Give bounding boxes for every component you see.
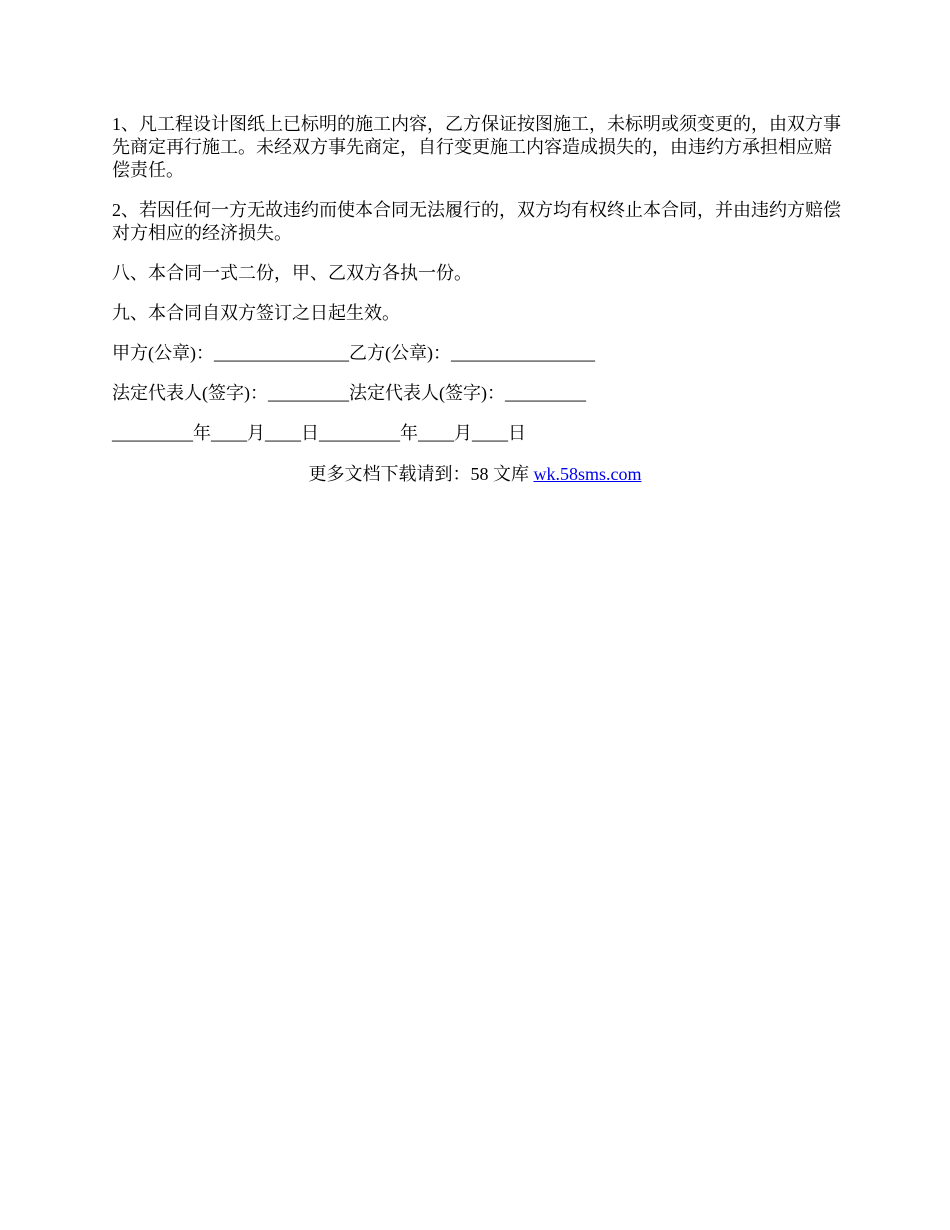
clause-nine: 九、本合同自双方签订之日起生效。 bbox=[112, 303, 400, 323]
document-body bbox=[112, 113, 842, 462]
clause-1: 1、凡工程设计图纸上已标明的施工内容，乙方保证按图施工，未标明或须变更的，由双方事先商定再行施工。未经双方事先商定，自行变更施工内容造成损失的，由违约方承担相应赔偿责任。 bbox=[112, 114, 841, 180]
footer-link[interactable]: wk.58sms.com bbox=[533, 464, 642, 484]
date-signature-line: _________年____月____日_________年____月____日 bbox=[112, 423, 526, 443]
representative-signature-line: 法定代表人(签字)：_________法定代表人(签字)：_________ bbox=[112, 383, 586, 403]
seal-signature-line: 甲方(公章)：_______________乙方(公章)：________________ bbox=[112, 343, 595, 363]
download-footer bbox=[0, 463, 950, 486]
clause-2: 2、若因任何一方无故违约而使本合同无法履行的，双方均有权终止本合同，并由违约方赔偿对方相应的经济损失。 bbox=[112, 200, 841, 243]
footer-text: 更多文档下载请到：58 文库 bbox=[308, 464, 534, 484]
clause-eight: 八、本合同一式二份，甲、乙双方各执一份。 bbox=[112, 263, 472, 283]
